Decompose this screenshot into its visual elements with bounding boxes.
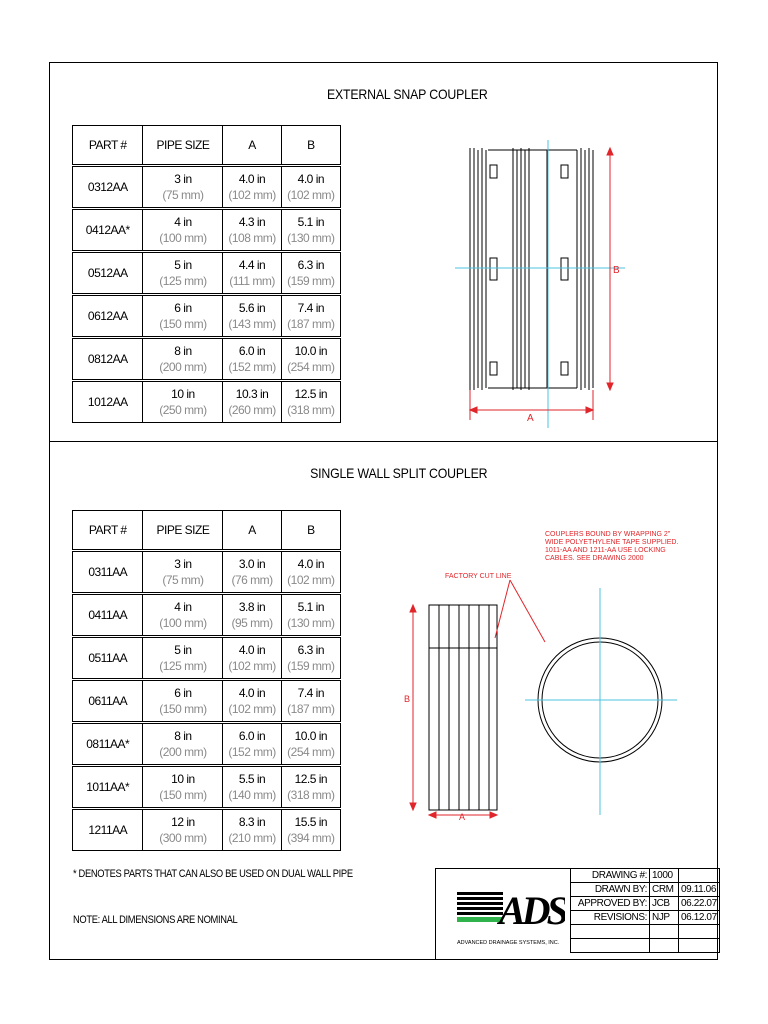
table-row	[73, 594, 341, 637]
dim-b-cell-metric: (102 mm)	[287, 573, 335, 587]
dim-a-cell-metric: (140 mm)	[228, 788, 276, 802]
pipe-size-cell	[143, 209, 223, 252]
part-number: 0512AA	[73, 252, 143, 295]
dim-a-cell-metric: (152 mm)	[228, 745, 276, 759]
part-number: 0612AA	[73, 295, 143, 338]
title-block-label: APPROVED BY:	[571, 897, 650, 911]
dim-a-cell	[223, 166, 281, 209]
dim-a-cell-imperial: 6.0 in	[238, 344, 266, 358]
dim-a-cell-imperial: 6.0 in	[238, 729, 266, 743]
pipe-size-cell-imperial: 4 in	[174, 600, 192, 614]
dim-b-cell	[281, 551, 340, 594]
dim-b-cell	[281, 252, 340, 295]
table-row	[73, 637, 341, 680]
dim-b-cell	[281, 637, 340, 680]
title-block-table	[570, 868, 720, 953]
dim-b-cell	[281, 723, 340, 766]
note-line-3: 1011-AA AND 1211-AA USE LOCKING	[545, 547, 666, 554]
header-a: A	[223, 511, 281, 551]
header-a: A	[223, 126, 281, 166]
pipe-size-cell-imperial: 6 in	[174, 301, 192, 315]
title-block-v1	[650, 939, 679, 953]
snap-dim-a-label: A	[527, 413, 534, 424]
table-row	[73, 551, 341, 594]
pipe-size-cell-metric: (150 mm)	[159, 788, 207, 802]
pipe-size-cell	[143, 295, 223, 338]
pipe-size-cell	[143, 680, 223, 723]
table-row	[73, 338, 341, 381]
table-row	[73, 166, 341, 209]
pipe-size-cell-imperial: 8 in	[174, 729, 192, 743]
header-part: PART #	[73, 511, 143, 551]
part-number: 0411AA	[73, 594, 143, 637]
dim-a-cell-imperial: 5.6 in	[238, 301, 266, 315]
dim-a-cell	[223, 766, 281, 809]
pipe-size-cell	[143, 338, 223, 381]
header-b: B	[281, 511, 340, 551]
dim-b-cell-imperial: 10.0 in	[294, 344, 328, 358]
pipe-size-cell-metric: (100 mm)	[159, 231, 207, 245]
dim-a-cell-imperial: 8.3 in	[238, 815, 266, 829]
part-number: 0312AA	[73, 166, 143, 209]
part-number: 0311AA	[73, 551, 143, 594]
ads-logo	[455, 882, 565, 946]
title-block-v2	[679, 939, 720, 953]
pipe-size-cell	[143, 252, 223, 295]
title-block-label	[571, 939, 650, 953]
title-block-v2	[679, 869, 720, 883]
dim-b-cell	[281, 766, 340, 809]
pipe-size-cell-metric: (200 mm)	[159, 745, 207, 759]
dim-b-cell-metric: (159 mm)	[287, 274, 335, 288]
asterisk-note: * DENOTES PARTS THAT CAN ALSO BE USED ON DUAL WALL PIPE	[73, 868, 353, 880]
title-block-label	[571, 925, 650, 939]
dim-a-cell-imperial: 10.3 in	[235, 387, 269, 401]
dim-b-cell	[281, 166, 340, 209]
pipe-size-cell-metric: (150 mm)	[159, 317, 207, 331]
dim-b-cell	[281, 594, 340, 637]
table-row	[73, 680, 341, 723]
pipe-size-cell-metric: (250 mm)	[159, 403, 207, 417]
dim-b-cell	[281, 809, 340, 851]
snap-coupler-table	[72, 125, 341, 423]
dim-b-cell-imperial: 6.3 in	[297, 643, 325, 657]
dim-b-cell-metric: (318 mm)	[287, 788, 335, 802]
dim-a-cell-metric: (111 mm)	[229, 274, 275, 288]
split-dim-a-label: A	[459, 812, 466, 820]
dim-b-cell	[281, 338, 340, 381]
pipe-size-cell-imperial: 10 in	[171, 772, 195, 786]
dim-b-cell-imperial: 7.4 in	[297, 301, 325, 315]
dim-a-cell-metric: (143 mm)	[228, 317, 276, 331]
dim-b-cell-imperial: 5.1 in	[297, 215, 325, 229]
table-row	[73, 723, 341, 766]
pipe-size-cell	[143, 594, 223, 637]
title-block-v1: 1000	[650, 869, 679, 883]
part-number: 1211AA	[73, 809, 143, 851]
dim-b-cell-metric: (254 mm)	[287, 360, 335, 374]
pipe-size-cell	[143, 766, 223, 809]
part-number: 0412AA*	[73, 209, 143, 252]
dim-b-cell-metric: (159 mm)	[287, 659, 335, 673]
dim-a-cell-metric: (102 mm)	[228, 188, 276, 202]
dim-a-cell	[223, 381, 281, 423]
dim-b-cell-imperial: 4.0 in	[297, 172, 325, 186]
dim-a-cell-metric: (260 mm)	[228, 403, 276, 417]
pipe-size-cell-metric: (75 mm)	[162, 573, 204, 587]
pipe-size-cell-imperial: 8 in	[174, 344, 192, 358]
dim-b-cell-imperial: 12.5 in	[294, 772, 328, 786]
dim-a-cell-imperial: 4.4 in	[238, 258, 266, 272]
dim-a-cell-imperial: 4.3 in	[238, 215, 266, 229]
pipe-size-cell	[143, 809, 223, 851]
pipe-size-cell-imperial: 5 in	[174, 258, 192, 272]
title-block-label: DRAWN BY:	[571, 883, 650, 897]
dim-b-cell-metric: (130 mm)	[287, 231, 335, 245]
title-block-row	[571, 939, 720, 953]
dim-a-cell	[223, 338, 281, 381]
dim-a-cell-imperial: 4.0 in	[238, 643, 266, 657]
dim-b-cell-imperial: 10.0 in	[294, 729, 328, 743]
title-block-row	[571, 869, 720, 883]
snap-coupler-title: EXTERNAL SNAP COUPLER	[326, 86, 488, 102]
table-row	[73, 209, 341, 252]
pipe-size-cell-metric: (125 mm)	[159, 274, 207, 288]
part-number: 0511AA	[73, 637, 143, 680]
dim-a-cell	[223, 295, 281, 338]
dim-b-cell-imperial: 4.0 in	[297, 557, 325, 571]
pipe-size-cell-metric: (200 mm)	[159, 360, 207, 374]
dim-a-cell	[223, 723, 281, 766]
pipe-size-cell-imperial: 3 in	[174, 172, 192, 186]
dim-b-cell	[281, 209, 340, 252]
title-block-v1	[650, 925, 679, 939]
table-row	[73, 252, 341, 295]
dim-b-cell-imperial: 5.1 in	[297, 600, 325, 614]
nominal-note: NOTE: ALL DIMENSIONS ARE NOMINAL	[73, 914, 238, 926]
snap-dim-b-label: B	[613, 265, 620, 276]
split-coupler-drawing	[395, 520, 695, 820]
header-b: B	[281, 126, 340, 166]
dim-a-cell-metric: (95 mm)	[231, 616, 273, 630]
dim-b-cell-metric: (130 mm)	[287, 616, 335, 630]
dim-a-cell	[223, 209, 281, 252]
pipe-size-cell-metric: (75 mm)	[162, 188, 204, 202]
dim-a-cell	[223, 809, 281, 851]
table-row	[73, 381, 341, 423]
title-block-label: REVISIONS:	[571, 911, 650, 925]
header-pipe-size: PIPE SIZE	[143, 126, 223, 166]
dim-a-cell-imperial: 4.0 in	[238, 686, 266, 700]
dim-b-cell-metric: (318 mm)	[287, 403, 335, 417]
dim-a-cell-imperial: 3.0 in	[238, 557, 266, 571]
title-block-v2: 09.11.06	[679, 883, 720, 897]
table-row	[73, 766, 341, 809]
dim-b-cell-imperial: 6.3 in	[297, 258, 325, 272]
dim-b-cell-metric: (102 mm)	[287, 188, 335, 202]
pipe-size-cell-imperial: 3 in	[174, 557, 192, 571]
title-block-v1: JCB	[650, 897, 679, 911]
title-block-v1: NJP	[650, 911, 679, 925]
title-block-v2: 06.12.07	[679, 911, 720, 925]
dim-b-cell-metric: (254 mm)	[287, 745, 335, 759]
part-number: 1012AA	[73, 381, 143, 423]
dim-a-cell	[223, 594, 281, 637]
logo-text: ADS	[499, 888, 565, 933]
pipe-size-cell-imperial: 5 in	[174, 643, 192, 657]
note-line-4: CABLES. SEE DRAWING 2000	[545, 555, 644, 562]
company-name: ADVANCED DRAINAGE SYSTEMS, INC.	[457, 940, 560, 946]
dim-b-cell-imperial: 7.4 in	[297, 686, 325, 700]
pipe-size-cell-metric: (125 mm)	[159, 659, 207, 673]
title-block-row	[571, 883, 720, 897]
pipe-size-cell-imperial: 4 in	[174, 215, 192, 229]
pipe-size-cell	[143, 166, 223, 209]
part-number: 0812AA	[73, 338, 143, 381]
title-block-label: DRAWING #:	[571, 869, 650, 883]
dim-b-cell-metric: (187 mm)	[287, 317, 335, 331]
split-coupler-table	[72, 510, 341, 851]
dim-a-cell	[223, 551, 281, 594]
dim-a-cell-metric: (76 mm)	[231, 573, 273, 587]
dim-b-cell-metric: (394 mm)	[287, 831, 335, 845]
dim-a-cell	[223, 680, 281, 723]
dim-b-cell	[281, 295, 340, 338]
section-divider	[49, 441, 718, 442]
table-row	[73, 809, 341, 851]
pipe-size-cell-imperial: 12 in	[171, 815, 195, 829]
pipe-size-cell-imperial: 6 in	[174, 686, 192, 700]
dim-a-cell-imperial: 5.5 in	[238, 772, 266, 786]
title-block-v2: 06.22.07	[679, 897, 720, 911]
dim-b-cell-imperial: 12.5 in	[294, 387, 328, 401]
dim-a-cell-metric: (210 mm)	[228, 831, 276, 845]
header-part: PART #	[73, 126, 143, 166]
dim-a-cell	[223, 252, 281, 295]
pipe-size-cell	[143, 551, 223, 594]
dim-a-cell-metric: (152 mm)	[228, 360, 276, 374]
header-pipe-size: PIPE SIZE	[143, 511, 223, 551]
split-dim-b-label: B	[404, 694, 411, 704]
dim-b-cell	[281, 680, 340, 723]
dim-b-cell-metric: (187 mm)	[287, 702, 335, 716]
snap-coupler-drawing	[455, 140, 625, 430]
title-block-v1: CRM	[650, 883, 679, 897]
pipe-size-cell-imperial: 10 in	[171, 387, 195, 401]
pipe-size-cell-metric: (150 mm)	[159, 702, 207, 716]
title-block-v2	[679, 925, 720, 939]
dim-b-cell-imperial: 15.5 in	[294, 815, 328, 829]
part-number: 1011AA*	[73, 766, 143, 809]
note-line-1: COUPLERS BOUND BY WRAPPING 2"	[545, 531, 671, 538]
part-number: 0611AA	[73, 680, 143, 723]
part-number: 0811AA*	[73, 723, 143, 766]
factory-cut-label: FACTORY CUT LINE	[445, 573, 512, 580]
split-coupler-title: SINGLE WALL SPLIT COUPLER	[310, 465, 488, 481]
pipe-size-cell-metric: (300 mm)	[159, 831, 207, 845]
pipe-size-cell	[143, 381, 223, 423]
title-block-row	[571, 925, 720, 939]
note-line-2: WIDE POLYETHYLENE TAPE SUPPLIED.	[545, 539, 679, 546]
dim-a-cell	[223, 637, 281, 680]
title-block-row	[571, 911, 720, 925]
pipe-size-cell	[143, 723, 223, 766]
dim-a-cell-metric: (102 mm)	[228, 659, 276, 673]
pipe-size-cell-metric: (100 mm)	[159, 616, 207, 630]
dim-a-cell-metric: (102 mm)	[228, 702, 276, 716]
title-block-row	[571, 897, 720, 911]
dim-a-cell-imperial: 3.8 in	[238, 600, 266, 614]
dim-a-cell-imperial: 4.0 in	[238, 172, 266, 186]
dim-a-cell-metric: (108 mm)	[228, 231, 276, 245]
pipe-size-cell	[143, 637, 223, 680]
table-row	[73, 295, 341, 338]
dim-b-cell	[281, 381, 340, 423]
